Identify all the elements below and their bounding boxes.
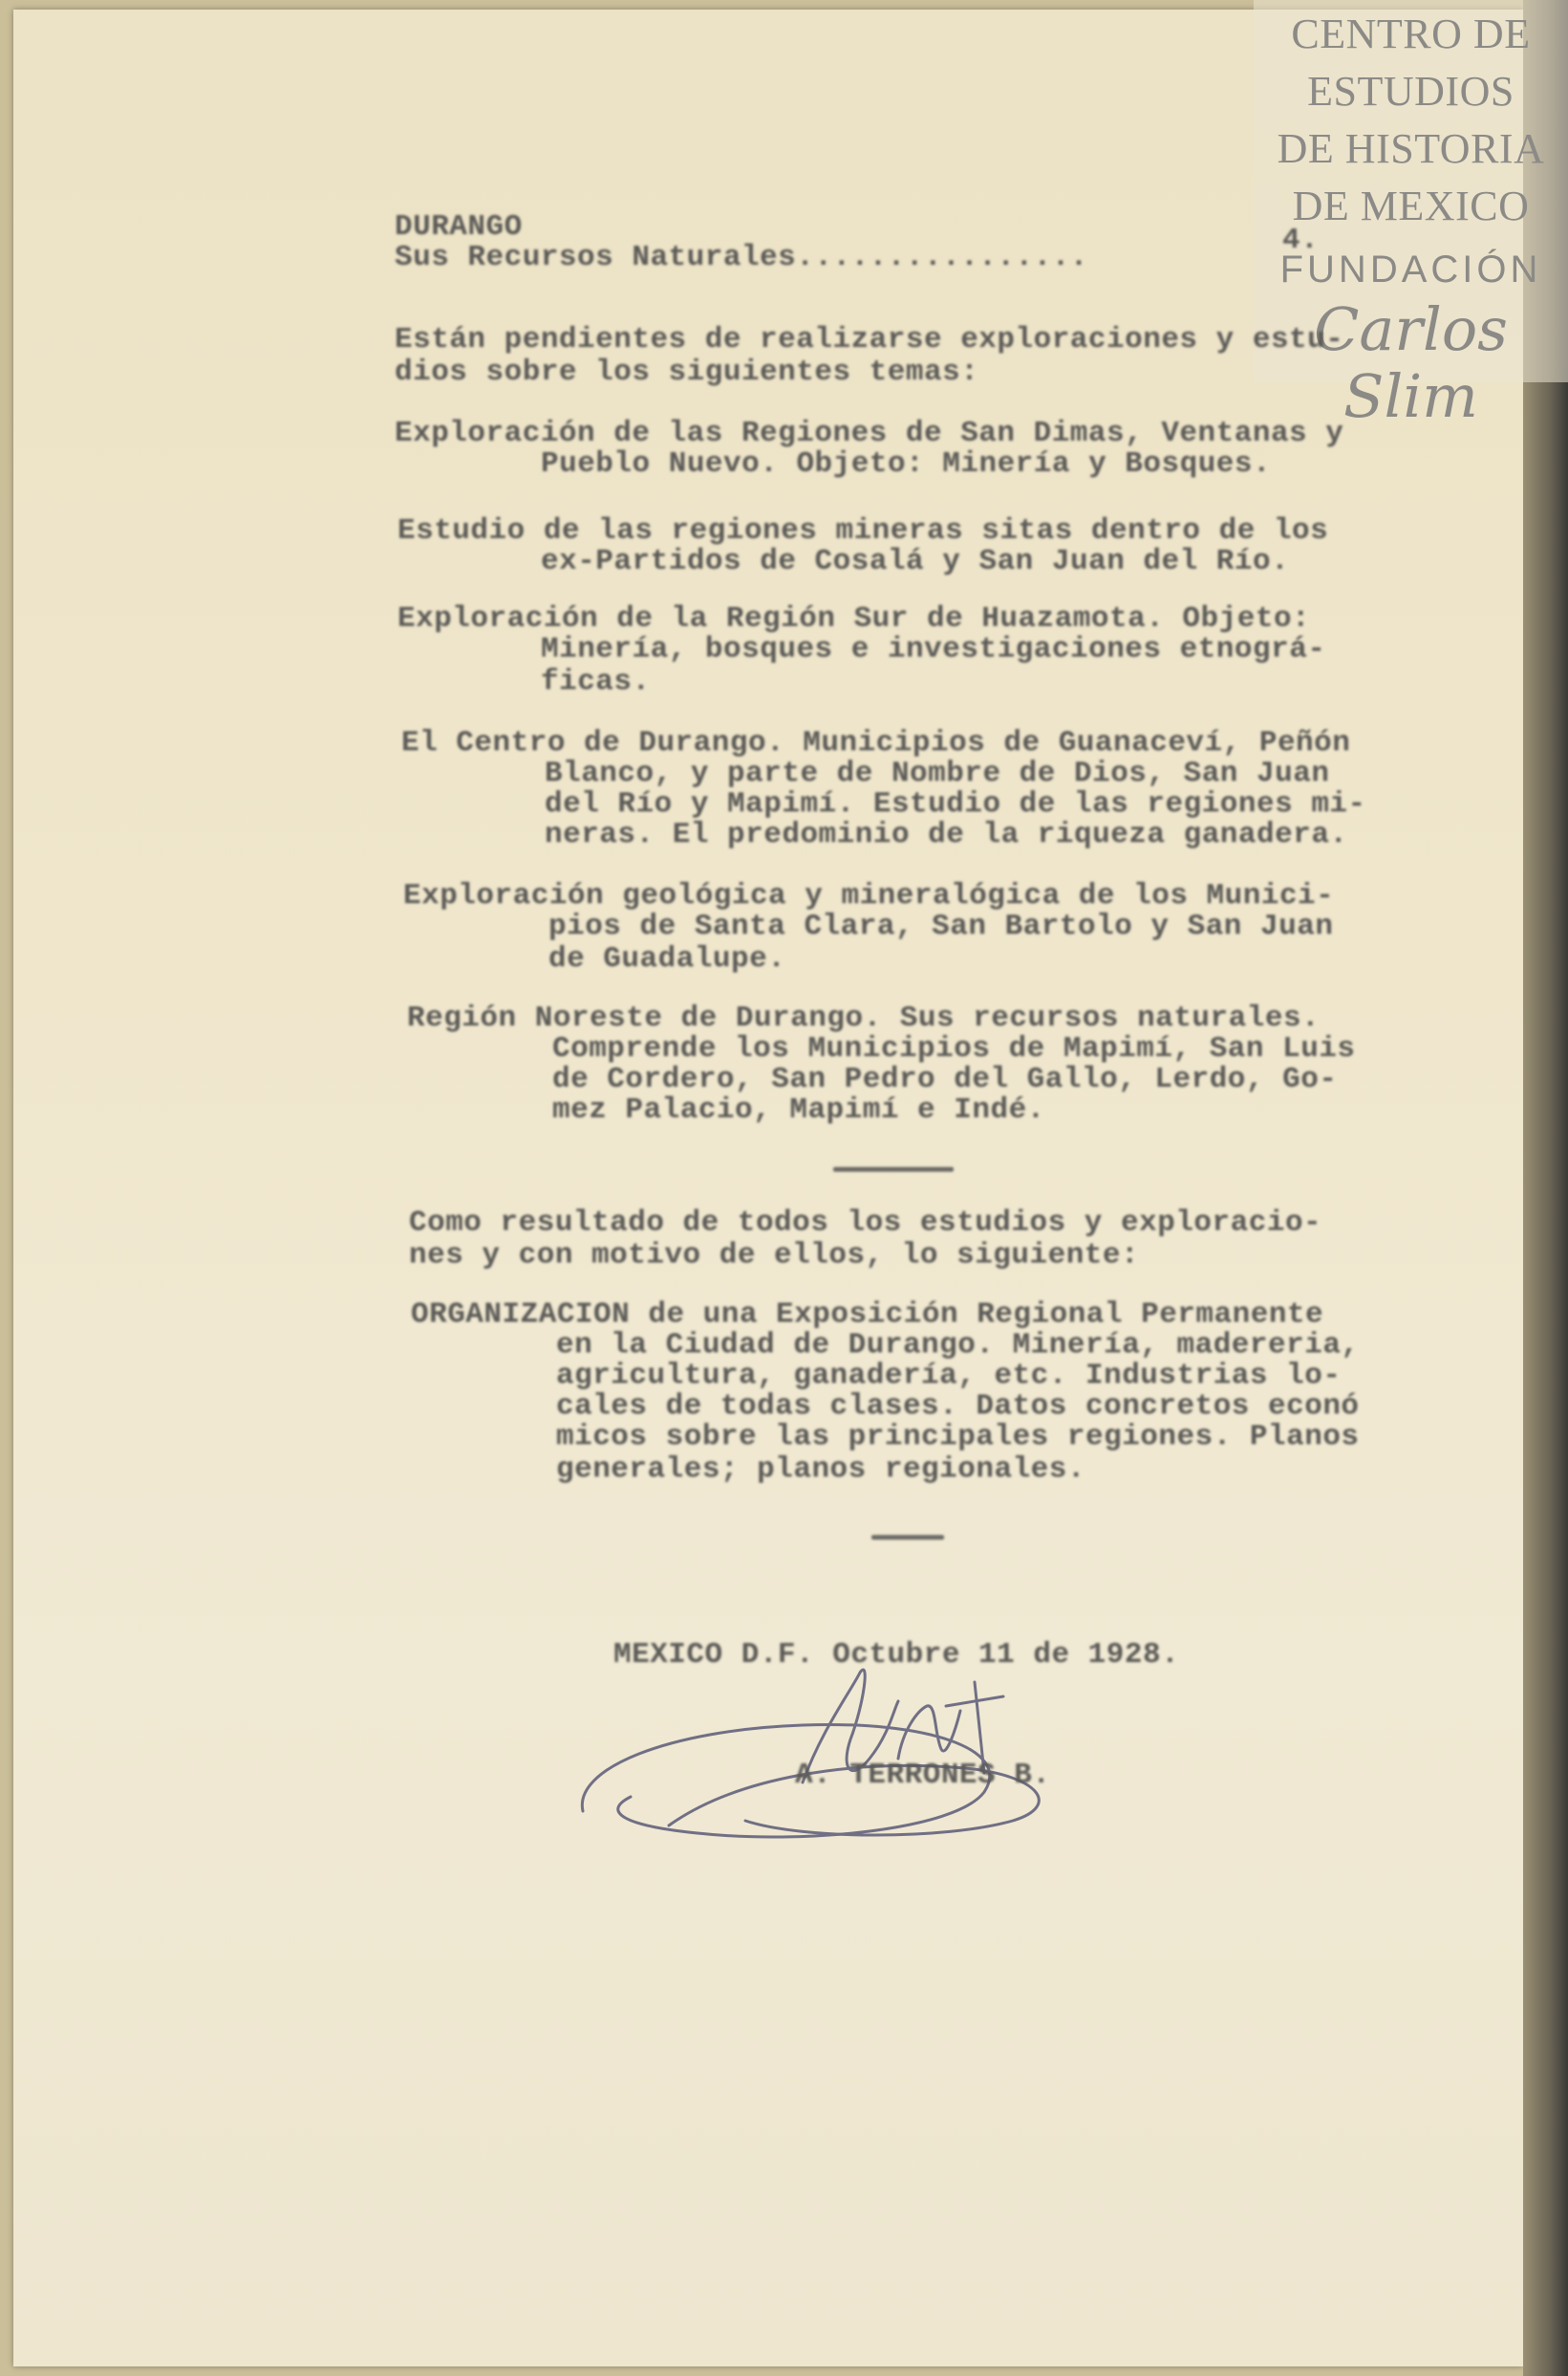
place-date: MEXICO D.F. Octubre 11 de 1928. — [613, 1638, 1180, 1672]
topic-line: pios de Santa Clara, San Bartolo y San Juan — [548, 910, 1334, 943]
watermark-fundacion: FUNDACIÓN — [1279, 248, 1542, 291]
organization-line: agricultura, ganadería, etc. Industrias lo- — [556, 1359, 1342, 1393]
intro-line: dios sobre los siguientes temas: — [395, 356, 979, 389]
topic-line: de Cordero, San Pedro del Gallo, Lerdo, Go- — [552, 1063, 1338, 1096]
section-separator — [871, 1535, 944, 1540]
topic-line: Blanco, y parte de Nombre de Dios, San Juan — [545, 757, 1330, 790]
topic-line: ex-Partidos de Cosalá y San Juan del Río. — [541, 545, 1290, 578]
section-separator — [833, 1167, 954, 1172]
watermark-carlos-slim: Carlos Slim — [1313, 294, 1508, 431]
topic-line: Minería, bosques e investigaciones etnográ- — [541, 633, 1326, 666]
topic-line: neras. El predominio de la riqueza ganadera. — [545, 818, 1348, 852]
handwritten-signature — [564, 1615, 1099, 1864]
watermark-line: DE MEXICO — [1292, 183, 1530, 229]
topic-line: El Centro de Durango. Municipios de Guanaceví, Peñón — [401, 726, 1351, 760]
intro-line: Están pendientes de realizarse exploraciones y estu- — [395, 323, 1344, 356]
header-subject: Sus Recursos Naturales................ — [395, 241, 1088, 274]
header-state: DURANGO — [395, 210, 523, 244]
page-number: 4. — [1282, 224, 1320, 257]
organization-line: en la Ciudad de Durango. Minería, madereria, — [556, 1328, 1360, 1362]
result-line: nes y con motivo de ellos, lo siguiente: — [409, 1239, 1140, 1272]
organization-line: micos sobre las principales regiones. Planos — [556, 1420, 1360, 1454]
topic-line: ficas. — [541, 665, 651, 699]
signer-name: A. TERRONES B. — [795, 1759, 1051, 1792]
organization-line: ORGANIZACION de una Exposición Regional Permanente — [411, 1298, 1324, 1331]
topic-line: mez Palacio, Mapimí e Indé. — [552, 1093, 1045, 1127]
topic-line: Pueblo Nuevo. Objeto: Minería y Bosques. — [541, 447, 1272, 481]
topic-line: Estudio de las regiones mineras sitas dentro de los — [397, 514, 1329, 548]
watermark-line: CENTRO DE — [1291, 11, 1531, 57]
topic-line: del Río y Mapimí. Estudio de las regiones mi- — [545, 788, 1366, 821]
organization-line: cales de todas clases. Datos concretos econó — [556, 1390, 1360, 1423]
topic-line: Exploración geológica y mineralógica de los Munici- — [403, 879, 1335, 913]
organization-line: generales; planos regionales. — [556, 1453, 1085, 1486]
topic-line: Comprende los Municipios de Mapimí, San Luis — [552, 1032, 1356, 1066]
watermark-line: ESTUDIOS — [1307, 68, 1514, 115]
result-line: Como resultado de todos los estudios y exploracio- — [409, 1206, 1322, 1240]
topic-line: de Guadalupe. — [548, 942, 786, 976]
topic-line: Exploración de la Región Sur de Huazamota. Objeto: — [397, 602, 1311, 636]
topic-line: Exploración de las Regiones de San Dimas, Ventanas y — [395, 417, 1344, 450]
watermark-line: DE HISTORIA — [1277, 125, 1545, 172]
topic-line: Región Noreste de Durango. Sus recursos naturales. — [407, 1002, 1321, 1035]
